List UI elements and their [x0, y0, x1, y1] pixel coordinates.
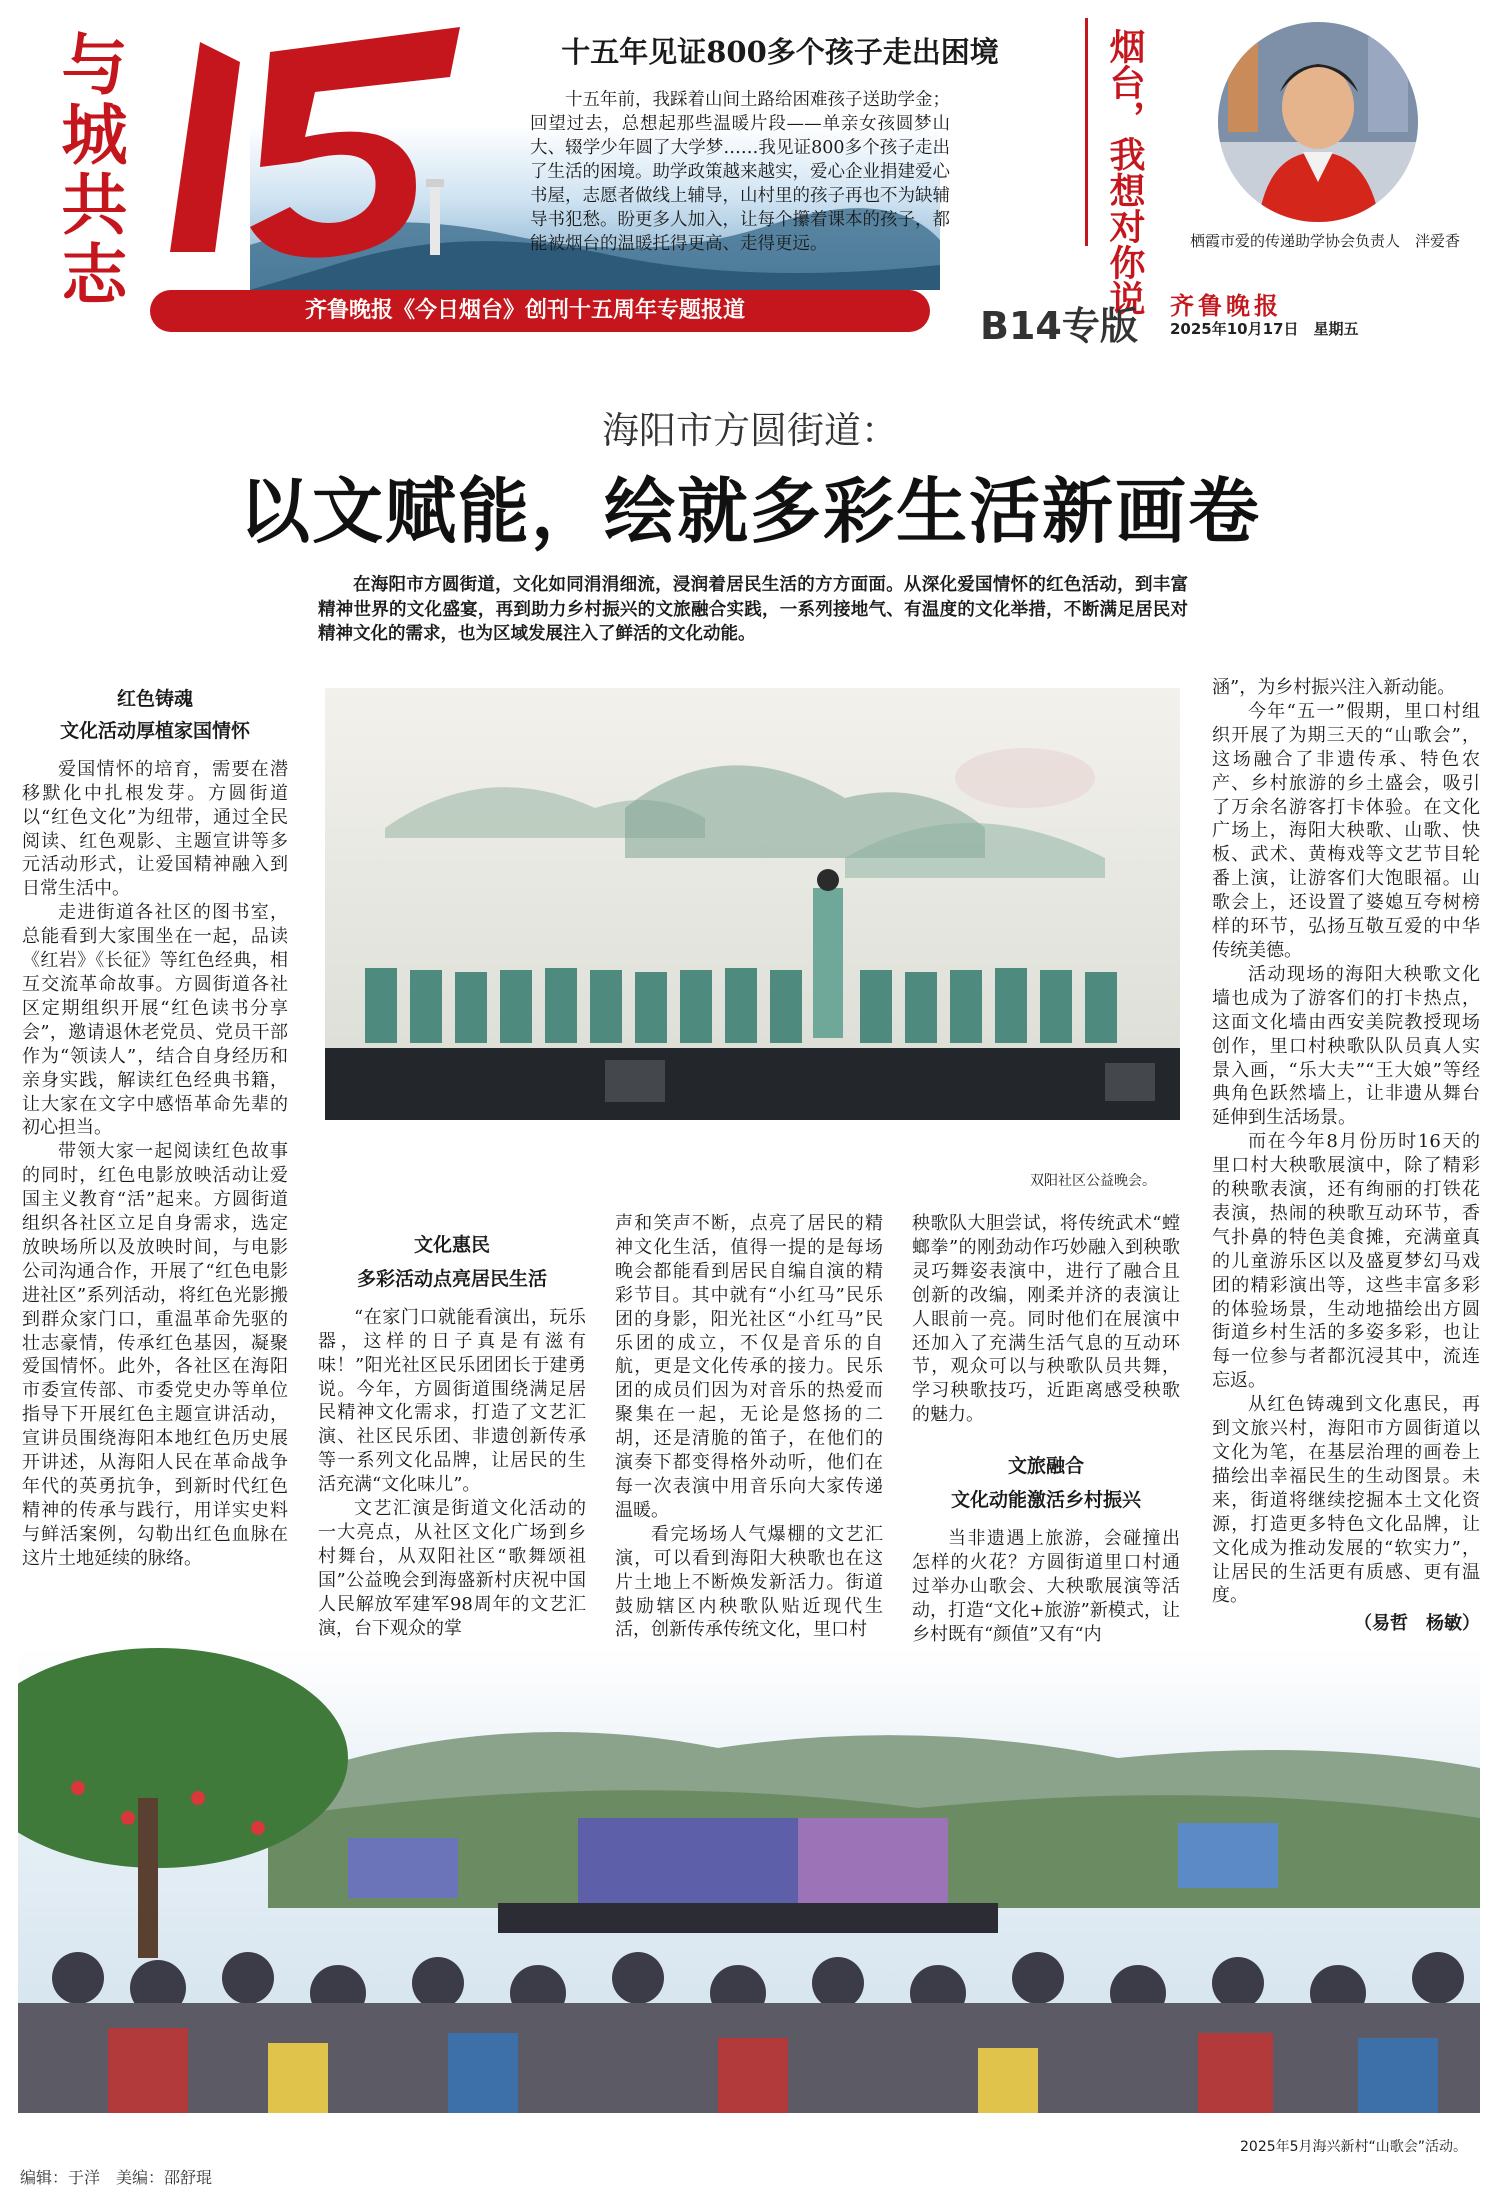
photo-2-caption: 2025年5月海兴新村“山歌会”活动。	[1240, 2139, 1468, 2155]
paragraph: 秧歌队大胆尝试，将传统武术“螳螂拳”的刚劲动作巧妙融入到秧歌灵巧舞姿表演中，进行了融合且创新的改编，刚柔并济的表演让人眼前一亮。同时他们在展演中还加入了充满生活气息的互动环节，观众可以与秧歌队员共舞，学习秧歌技巧，近距离感受秧歌的魅力。	[912, 1213, 1180, 1426]
paragraph: “在家门口就能看演出，玩乐器，这样的日子真是有滋有味！”阳光社区民乐团团长于建勇说。今年，方圆街道围绕满足居民精神文化需求，打造了文艺汇演、社区民乐团、非遗创新传承等一系列文化品牌，让居民的生活充满“文化味儿”。	[318, 1306, 586, 1496]
paragraph: 而在今年8月份历时16天的里口村大秧歌展演中，除了精彩的秧歌表演，还有绚丽的打铁花表演，热闹的秧歌互动环节，香气扑鼻的特色美食摊，充满童真的儿童游乐区以及盛夏梦幻马戏团的精彩演出等，这些丰富多彩的体验场景，生动地描绘出方圆街道乡村生活的多姿多彩，也让每一位参与者都沉浸其中，流连忘返。	[1212, 1131, 1480, 1392]
header-body: 十五年前，我踩着山间土路给困难孩子送助学金；回望过去，总想起那些温暖片段——单亲女孩圆梦山大、辍学少年圆了大学梦……我见证800多个孩子走出了生活的困境。助学政策越来越实，爱心企业捐建爱心书屋，志愿者做线上辅导，山村里的孩子再也不为缺辅导书犯愁。盼更多人加入，让每个攥着课本的孩子，都能被烟台的温暖托得更高、走得更远。	[530, 90, 950, 254]
paragraph: 看完场场人气爆棚的文艺汇演，可以看到海阳大秧歌也在这片土地上不断焕发新活力。街道鼓励辖区内秧歌队贴近现代生活，创新传承传统文化，里口村	[615, 1523, 883, 1641]
article-title: 以文赋能，绘就多彩生活新画卷	[238, 469, 1261, 553]
paragraph: 文艺汇演是街道文化活动的一大亮点，从社区文化广场到乡村舞台，从双阳社区“歌舞颂祖国”公益晚会到海盛新村庆祝中国人民解放军建军98周年的文艺汇演，台下观众的掌	[318, 1498, 586, 1639]
section-3-title: 文旅融合	[1007, 1455, 1084, 1478]
column-5	[1212, 676, 1480, 1636]
paragraph: 涵”，为乡村振兴注入新动能。	[1212, 677, 1456, 698]
column-4	[912, 1212, 1180, 1647]
issue-date: 2025年10月17日 星期五	[1170, 320, 1359, 338]
paragraph: 当非遗遇上旅游，会碰撞出怎样的火花？方圆街道里口村通过举办山歌会、大秧歌展演等活动，打造“文化+旅游”新模式，让乡村既有“颜值”又有“内	[912, 1527, 1180, 1645]
article-lead: 在海阳市方圆街道，文化如同涓涓细流，浸润着居民生活的方方面面。从深化爱国情怀的红色活动，到丰富精神世界的文化盛宴，再到助力乡村振兴的文旅融合实践，一系列接地气、有温度的文化举措，不断满足居民对精神文化的需求，也为区域发展注入了鲜活的文化动能。	[318, 575, 1188, 644]
header-headline: 十五年见证800多个孩子走出困境	[561, 35, 999, 69]
article-kicker: 海阳市方圆街道：	[602, 409, 898, 452]
paragraph: 声和笑声不断，点亮了居民的精神文化生活，值得一提的是每场晚会都能看到居民自编自演的精彩节目。其中就有“小红马”民乐团的身影，阳光社区“小红马”民乐团的成立，不仅是音乐的自航，更是文化传承的接力。民乐团的成员们因为对音乐的热爱而聚集在一起，无论是悠扬的二胡，还是清脆的笛子，在他们的演奏下都变得格外动听，他们在每一次表演中用音乐向大家传递温暖。	[615, 1213, 883, 1521]
section-1-subtitle: 文化活动厚植家国情怀	[59, 719, 250, 742]
special-report-banner	[150, 290, 930, 332]
column-1	[22, 688, 288, 1571]
portrait-caption: 栖霞市爱的传递助学协会负责人 泮爱香	[1189, 232, 1460, 250]
paragraph: 活动现场的海阳大秧歌文化墙也成为了游客们的打卡热点，这面文化墙由西安美院教授现场创作，里口村秧歌队队员真人实景入画，“乐大夫”“王大娘”等经典角色跃然墙上，让非遗从舞台延伸到生活场景。	[1212, 963, 1480, 1129]
paragraph: 今年“五一”假期，里口村组织开展了为期三天的“山歌会”，这场融合了非遗传承、特色农产、乡村旅游的乡土盛会，吸引了万余名游客打卡体验。在文化广场上，海阳大秧歌、山歌、快板、武术、黄梅戏等文艺节目轮番上演，让游客们大饱眼福。山歌会上，还设置了婆媳互夸树榜样的环节，弘扬互敬互爱的中华传统美德。	[1212, 700, 1480, 961]
paragraph: 带领大家一起阅读红色故事的同时，红色电影放映活动让爱国主义教育“活”起来。方圆街道组织各社区立足自身需求，选定放映场所以及放映时间，与电影公司沟通合作，开展了“红色电影进社区”系列活动，将红色光影搬到群众家门口，重温革命先驱的壮志豪情，传承红色基因，凝聚爱国情怀。此外，各社区在海阳市委宣传部、市委党史办等单位指导下开展红色主题宣讲活动，宣讲员围绕海阳本地红色历史展开讲述，从海阳人民在革命战争年代的英勇抗争，到新时代红色精神的传承与践行，用详实史料与鲜活案例，勾勒出红色血脉在这片土地延续的脉络。	[22, 1141, 288, 1569]
section-3-subtitle: 文化动能激活乡村振兴	[950, 1489, 1141, 1512]
header-divider	[1085, 18, 1088, 246]
column-2	[318, 1234, 586, 1641]
mountain-song-festival-photo	[18, 1648, 1480, 2113]
column-vertical-title: 与城共志	[50, 30, 128, 310]
paragraph: 爱国情怀的培育，需要在潜移默化中扎根发芽。方圆街道以“红色文化”为纽带，通过全民阅读、红色观影、主题宣讲等多元活动形式，让爱国精神融入到日常生活中。	[22, 758, 288, 900]
section-2-subtitle: 多彩活动点亮居民生活	[356, 1267, 547, 1290]
editor-credit: 编辑：于洋 美编：邵舒琨	[20, 2168, 213, 2187]
paragraph: 从红色铸魂到文化惠民，再到文旅兴村，海阳市方圆街道以文化为笔，在基层治理的画卷上描绘出幸福民生的生动图景。未来，街道将继续挖掘本土文化资源，打造更多特色文化品牌，让文化成为推动发展的“软实力”，让居民的生活更有质感、更有温度。	[1212, 1394, 1480, 1607]
stage-performance-photo	[325, 688, 1180, 1120]
banner-text: 齐鲁晚报《今日烟台》创刊十五周年专题报道	[305, 298, 746, 323]
section-2-title: 文化惠民	[413, 1234, 490, 1256]
portrait-photo	[1218, 22, 1418, 222]
column-3	[615, 1212, 883, 1642]
byline: （易哲 杨敏）	[1354, 1613, 1480, 1635]
page-number: B14专版	[980, 304, 1138, 348]
section-1-title: 红色铸魂	[116, 688, 193, 710]
vertical-quote: 烟台，我想对你说	[1104, 28, 1145, 316]
paragraph: 走进街道各社区的图书室，总能看到大家围坐在一起，品读《红岩》《长征》等红色经典，相互交流革命故事。方圆街道各社区定期组织开展“红色读书分享会”，邀请退休老党员、党员干部作为“领读人”，结合自身经历和亲身实践，解读红色经典书籍，让大家在文字中感悟革命先辈的初心担当。	[22, 902, 288, 1139]
photo-1-caption: 双阳社区公益晚会。	[1030, 1173, 1156, 1189]
fifteen-anniversary-logo	[140, 22, 470, 262]
newspaper-brand: 齐鲁晚报	[1170, 291, 1282, 320]
